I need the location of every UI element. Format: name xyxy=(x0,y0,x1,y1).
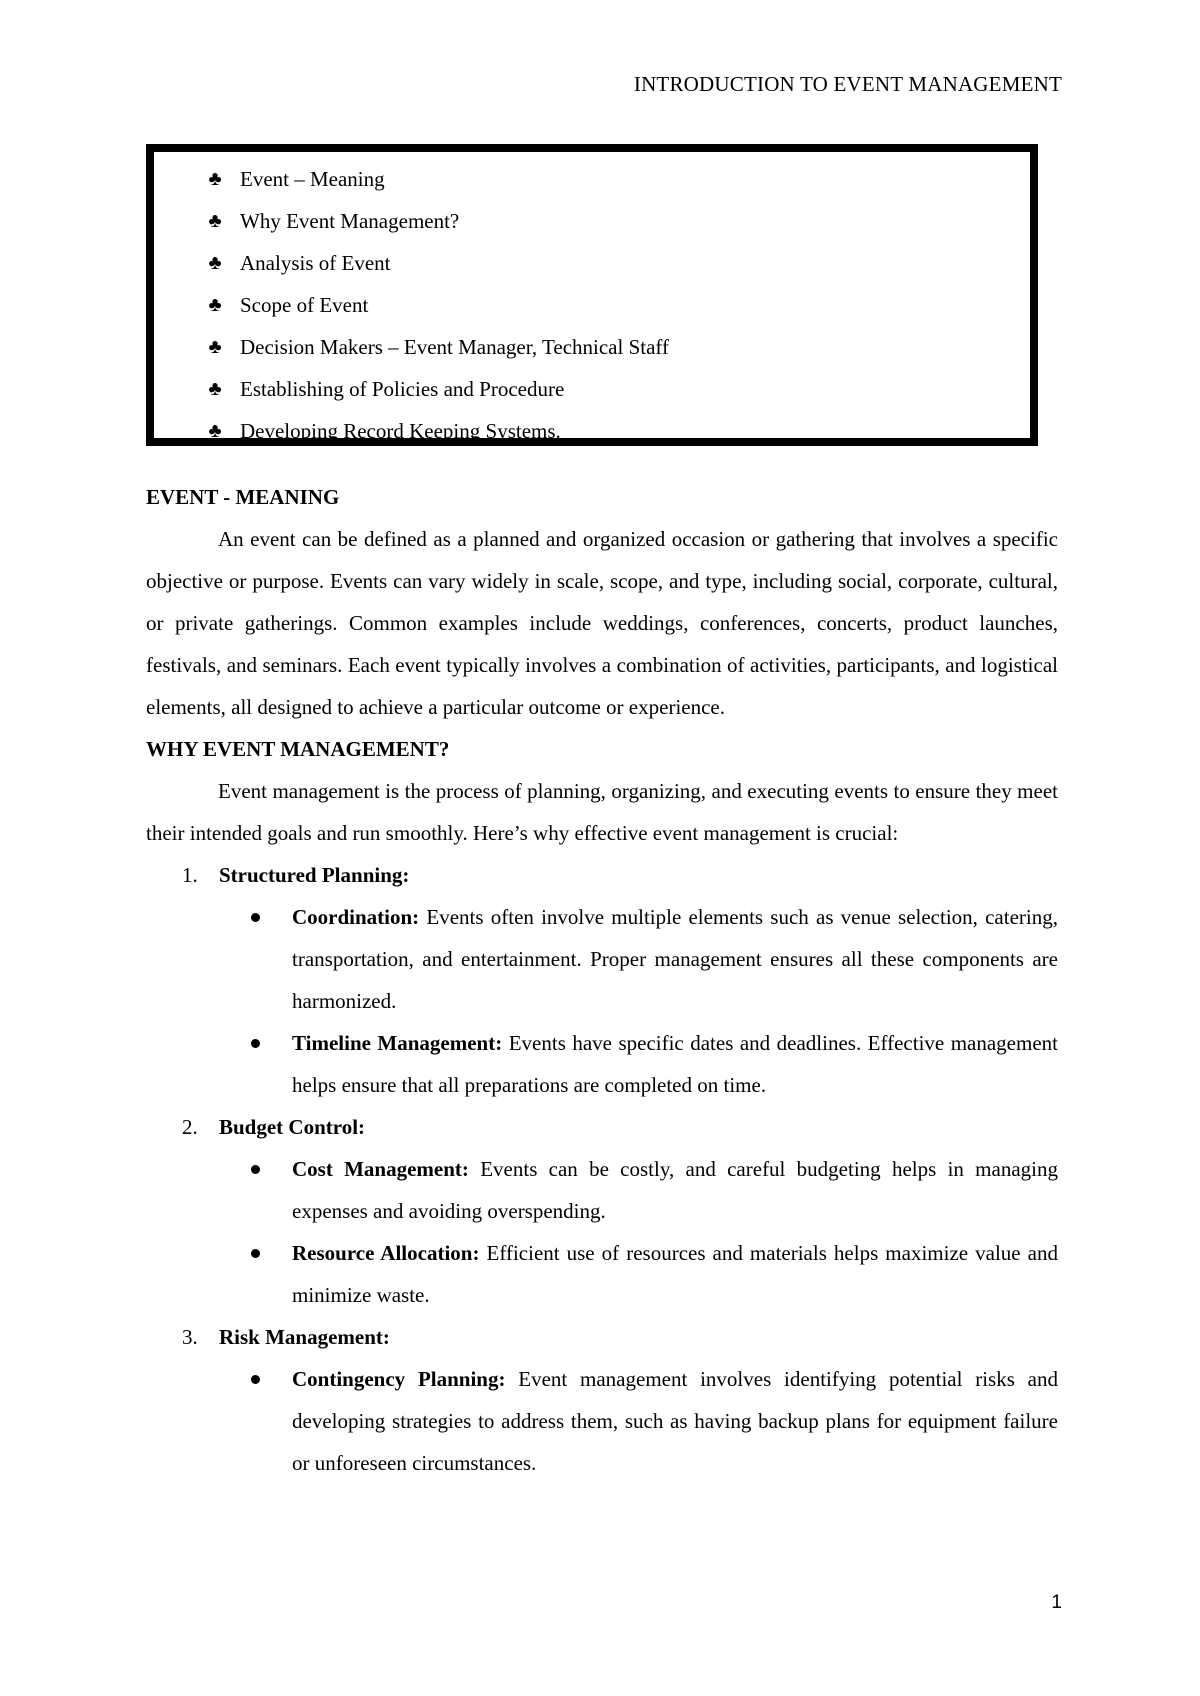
event-meaning-paragraph: An event can be defined as a planned and organized occasion or gathering that involves a specific objective or purpose. Events can vary widely in scale, scope, and type, including social, corporate, cultural, or private gatherings. Common examples include weddings, conferences, concerts, product launches, festivals, and seminars. Each event typically involves a combination of activities, participants, and logistical elements, all designed to achieve a particular outcome or experience. xyxy=(146,527,1058,719)
reasons-list xyxy=(146,854,1058,1484)
sub-bullet-list xyxy=(219,896,1058,1106)
reason-item-risk-management xyxy=(146,1316,1058,1484)
sub-bullet-item xyxy=(219,896,1058,1022)
bullet-dot-icon xyxy=(251,1039,260,1048)
bullet-term: Resource Allocation: xyxy=(292,1241,480,1265)
item-number: 1. xyxy=(182,863,198,887)
bullet-text: Events can be costly, and careful budgeting helps in managing expenses and avoiding overspending. xyxy=(292,1157,1058,1223)
sub-bullet-item xyxy=(219,1232,1058,1316)
running-header: INTRODUCTION TO EVENT MANAGEMENT xyxy=(633,72,1062,96)
bullet-term: Coordination: xyxy=(292,905,420,929)
item-title: Budget Control: xyxy=(219,1115,366,1139)
bullet-term: Contingency Planning: xyxy=(292,1367,506,1391)
club-bullet-icon: ♣ xyxy=(208,420,222,442)
reason-item-structured-planning xyxy=(146,854,1058,1106)
section-heading-why-event-management: WHY EVENT MANAGEMENT? xyxy=(146,737,450,761)
reason-item-budget-control xyxy=(146,1106,1058,1316)
club-bullet-icon: ♣ xyxy=(208,210,222,232)
sub-bullet-list xyxy=(219,1358,1058,1484)
topic-item xyxy=(204,410,669,452)
bullet-term: Timeline Management: xyxy=(292,1031,503,1055)
topic-label: Why Event Management? xyxy=(240,209,460,233)
bullet-text: Events have specific dates and deadlines. Effective management helps ensure that all preparations are completed on time. xyxy=(292,1031,1058,1097)
club-bullet-icon: ♣ xyxy=(208,168,222,190)
bullet-dot-icon xyxy=(251,1249,260,1258)
bullet-text: Events often involve multiple elements such as venue selection, catering, transportation, and entertainment. Proper management ensures all these components are harmonized. xyxy=(292,905,1058,1013)
bullet-dot-icon xyxy=(251,1165,260,1174)
bullet-term: Cost Management: xyxy=(292,1157,469,1181)
bullet-dot-icon xyxy=(251,913,260,922)
topic-label: Event – Meaning xyxy=(240,167,385,191)
club-bullet-icon: ♣ xyxy=(208,294,222,316)
topic-item xyxy=(204,158,669,200)
bullet-text: Efficient use of resources and materials helps maximize value and minimize waste. xyxy=(292,1241,1058,1307)
topic-item xyxy=(204,326,669,368)
main-content xyxy=(146,476,1058,1484)
topics-list xyxy=(204,158,669,452)
item-number: 2. xyxy=(182,1115,198,1139)
topic-item xyxy=(204,368,669,410)
sub-bullet-item xyxy=(219,1022,1058,1106)
topics-box xyxy=(146,144,1038,446)
page-number: 1 xyxy=(1051,1592,1062,1613)
bullet-dot-icon xyxy=(251,1375,260,1384)
why-event-management-paragraph: Event management is the process of planning, organizing, and executing events to ensure they meet their intended goals and run smoothly. Here’s why effective event management is crucial: xyxy=(146,779,1058,845)
sub-bullet-list xyxy=(219,1148,1058,1316)
bullet-text: Event management involves identifying potential risks and developing strategies to address them, such as having backup plans for equipment failure or unforeseen circumstances. xyxy=(292,1367,1058,1475)
topic-label: Establishing of Policies and Procedure xyxy=(240,377,565,401)
topic-label: Analysis of Event xyxy=(240,251,391,275)
topic-label: Scope of Event xyxy=(240,293,369,317)
item-title: Risk Management: xyxy=(219,1325,390,1349)
topic-label: Decision Makers – Event Manager, Technical Staff xyxy=(240,335,670,359)
topic-item xyxy=(204,242,669,284)
topic-item xyxy=(204,284,669,326)
sub-bullet-item xyxy=(219,1358,1058,1484)
topic-label: Developing Record Keeping Systems. xyxy=(240,419,561,443)
item-title: Structured Planning: xyxy=(219,863,410,887)
club-bullet-icon: ♣ xyxy=(208,336,222,358)
club-bullet-icon: ♣ xyxy=(208,252,222,274)
item-number: 3. xyxy=(182,1325,198,1349)
topic-item xyxy=(204,200,669,242)
section-heading-event-meaning: EVENT - MEANING xyxy=(146,485,340,509)
club-bullet-icon: ♣ xyxy=(208,378,222,400)
sub-bullet-item xyxy=(219,1148,1058,1232)
